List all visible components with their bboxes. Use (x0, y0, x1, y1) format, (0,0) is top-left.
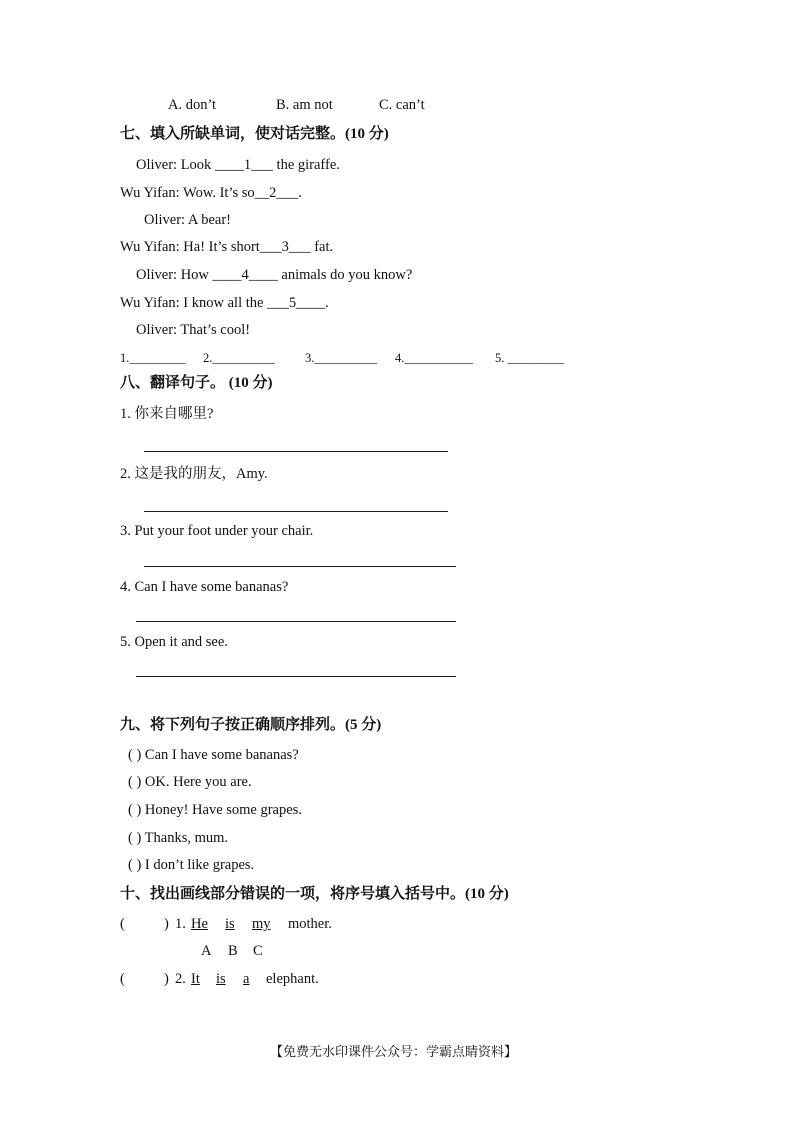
underlined-word-a: He (191, 916, 208, 932)
answer-paren-close[interactable]: ) (164, 916, 169, 932)
question-number: 2. (175, 971, 186, 987)
translate-item: 1. 你来自哪里? (120, 406, 214, 422)
underlined-word-c: my (252, 916, 271, 932)
underlined-word-a: It (191, 971, 200, 987)
option-c: C. can’t (379, 97, 425, 113)
section8-heading: 八、翻译句子。 (10 分) (120, 375, 273, 391)
translate-item: 2. 这是我的朋友，Amy. (120, 466, 268, 482)
dialogue-line: Oliver: That’s cool! (136, 322, 251, 338)
answer-blank-2[interactable]: 2.__________ (203, 351, 275, 365)
translate-item: 5. Open it and see. (120, 634, 228, 650)
footer-note: 【免费无水印课件公众号：学霸点睛资料】 (270, 1044, 518, 1059)
translate-answer-line[interactable] (144, 511, 448, 512)
section9-heading: 九、将下列句子按正确顺序排列。(5 分) (120, 717, 382, 733)
answer-paren[interactable]: ( ) (128, 774, 142, 790)
translate-answer-line[interactable] (136, 621, 456, 622)
label-b: B (228, 943, 238, 959)
translate-answer-line[interactable] (144, 451, 448, 452)
translate-item: 4. Can I have some bananas? (120, 579, 289, 595)
order-sentence: OK. Here you are. (144, 774, 252, 790)
translate-answer-line[interactable] (144, 566, 456, 567)
answer-blank-5[interactable]: 5. _________ (495, 351, 564, 365)
order-row (128, 773, 252, 791)
option-b: B. am not (276, 97, 333, 113)
answer-blank-1[interactable]: 1._________ (120, 351, 186, 365)
dialogue-line: Wu Yifan: I know all the ___5____. (120, 295, 329, 311)
answer-paren[interactable]: ( ) (128, 857, 142, 873)
section7-heading: 七、填入所缺单词，使对话完整。(10 分) (120, 126, 389, 142)
label-c: C (253, 943, 263, 959)
order-sentence: Can I have some bananas? (144, 747, 299, 763)
sentence-rest: elephant. (266, 971, 319, 987)
sentence-rest: mother. (288, 916, 332, 932)
question-number: 1. (175, 916, 186, 932)
answer-blank-4[interactable]: 4.___________ (395, 351, 474, 365)
dialogue-line: Wu Yifan: Ha! It’s short___3___ fat. (120, 239, 334, 255)
dialogue-line: Oliver: How ____4____ animals do you know? (136, 267, 413, 283)
answer-paren-open[interactable]: ( (120, 916, 125, 932)
answer-paren[interactable]: ( ) (128, 830, 142, 846)
dialogue-line: Oliver: A bear! (144, 212, 231, 228)
order-row (128, 801, 302, 819)
answer-blank-3[interactable]: 3.__________ (305, 351, 377, 365)
order-row (128, 829, 228, 847)
option-a: A. don’t (168, 97, 217, 113)
answer-paren[interactable]: ( ) (128, 802, 142, 818)
label-a: A (201, 943, 212, 959)
underlined-word-b: is (225, 916, 235, 932)
dialogue-line: Oliver: Look ____1___ the giraffe. (136, 157, 340, 173)
section10-heading: 十、找出画线部分错误的一项，将序号填入括号中。(10 分) (120, 886, 509, 902)
dialogue-line: Wu Yifan: Wow. It’s so__2___. (120, 185, 302, 201)
translate-answer-line[interactable] (136, 676, 456, 677)
answer-paren[interactable]: ( ) (128, 747, 142, 763)
underlined-word-c: a (243, 971, 250, 987)
order-sentence: Honey! Have some grapes. (144, 802, 302, 818)
answer-paren-close[interactable]: ) (164, 971, 169, 987)
answer-paren-open[interactable]: ( (120, 971, 125, 987)
order-row (128, 856, 254, 874)
underlined-word-b: is (216, 971, 226, 987)
order-sentence: I don’t like grapes. (144, 857, 255, 873)
translate-item: 3. Put your foot under your chair. (120, 523, 314, 539)
order-row (128, 746, 299, 764)
order-sentence: Thanks, mum. (144, 830, 229, 846)
